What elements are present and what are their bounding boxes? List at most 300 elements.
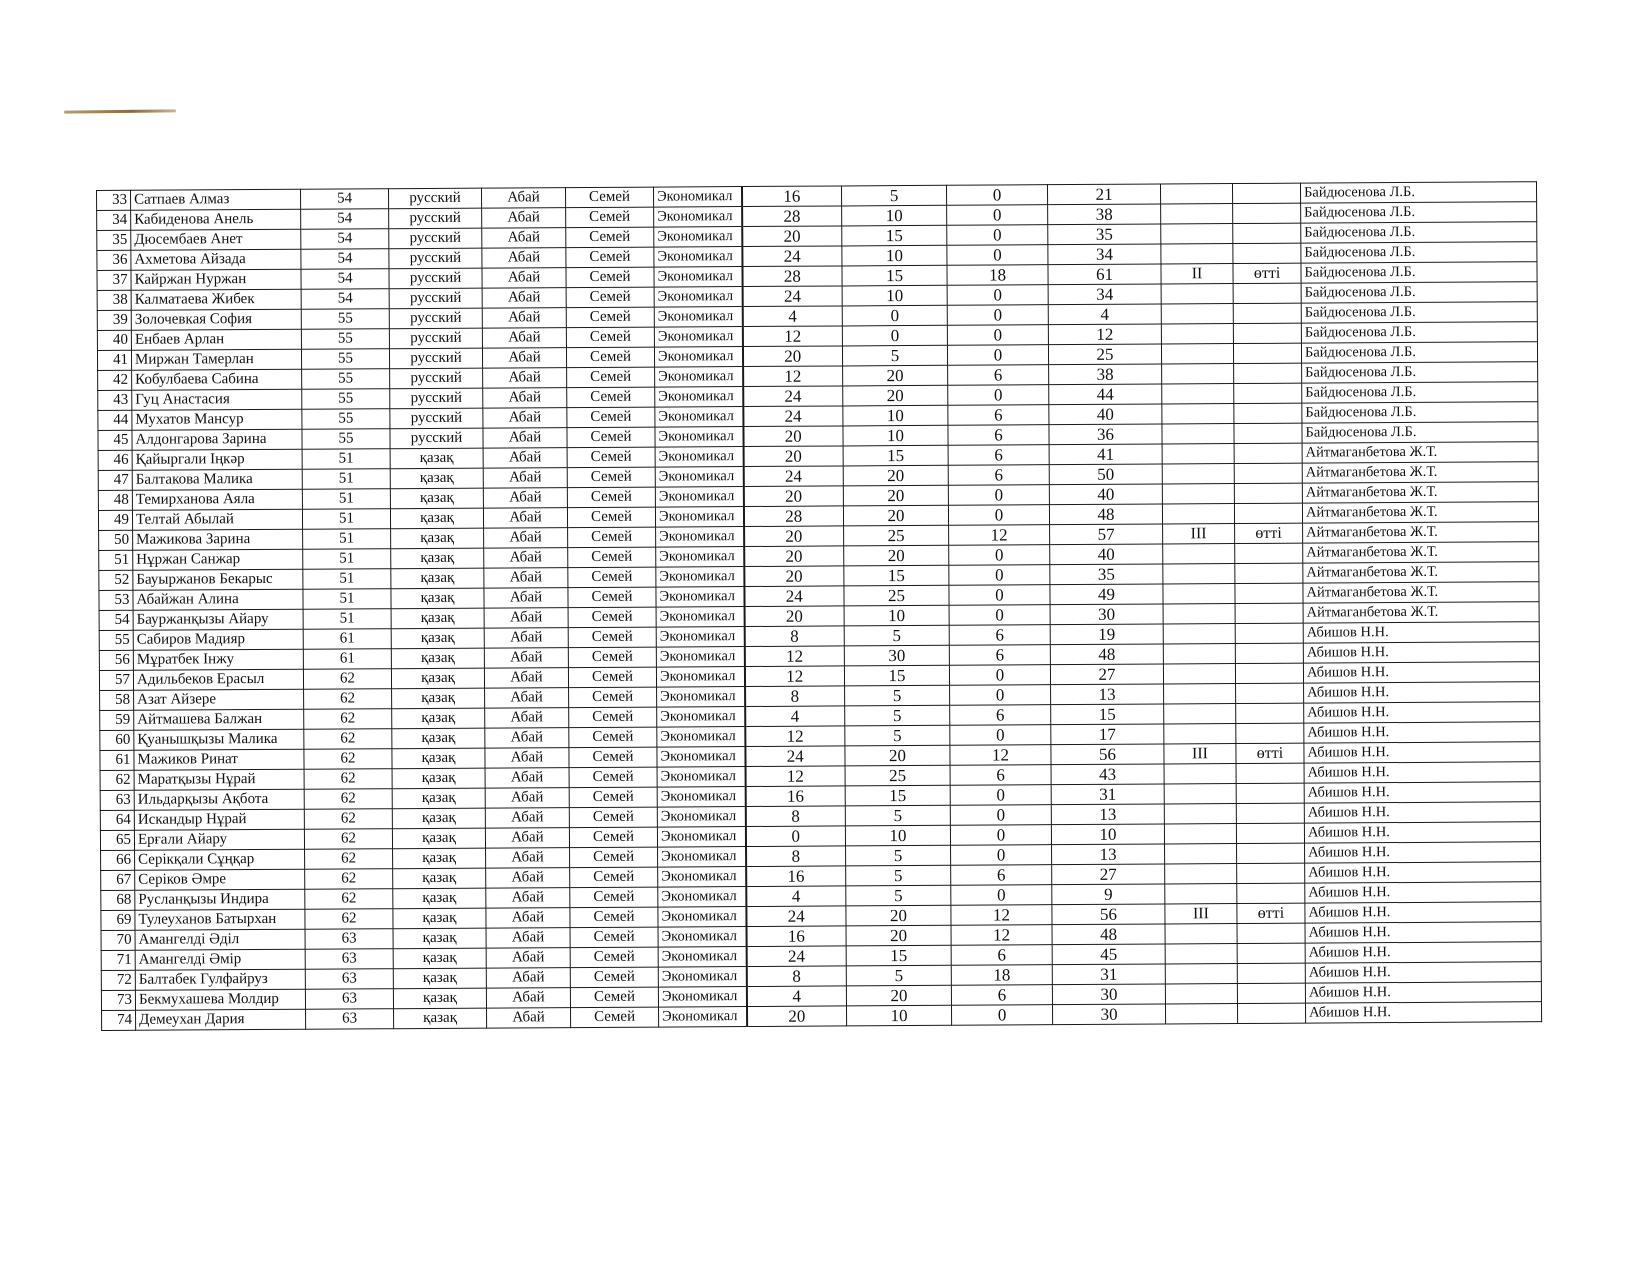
language-cell: қазақ <box>393 848 486 869</box>
teacher-cell: Абишов Н.Н. <box>1303 662 1539 683</box>
score-2-cell: 20 <box>846 925 951 946</box>
total-score-cell: 44 <box>1049 384 1162 405</box>
result-cell <box>1237 863 1305 883</box>
region-cell: Абай <box>483 368 567 389</box>
city-cell: Семей <box>568 647 656 668</box>
city-cell: Семей <box>571 1007 659 1028</box>
language-cell: қазақ <box>393 988 486 1009</box>
city-cell: Семей <box>570 867 658 888</box>
result-cell <box>1235 643 1303 663</box>
score-2-cell: 20 <box>845 745 950 766</box>
subject-cell: Экономикал <box>658 907 746 928</box>
student-name: Амангелді Әмір <box>135 949 305 970</box>
region-cell: Абай <box>482 228 566 249</box>
results-table-body <box>97 182 1542 1031</box>
score-1-cell: 12 <box>742 326 842 347</box>
teacher-cell: Айтмаганбетова Ж.Т. <box>1302 482 1538 503</box>
student-name: Мухатов Мансур <box>132 409 302 430</box>
class-cell: 54 <box>301 249 389 270</box>
score-1-cell: 8 <box>746 966 846 987</box>
score-3-cell: 0 <box>949 665 1050 686</box>
city-cell: Семей <box>566 327 654 348</box>
region-cell: Абай <box>484 568 568 589</box>
score-1-cell: 16 <box>746 866 846 887</box>
teacher-cell: Байдюсенова Л.Б. <box>1301 342 1537 363</box>
total-score-cell: 19 <box>1050 624 1163 645</box>
region-cell: Абай <box>484 648 568 669</box>
place-cell <box>1162 404 1234 424</box>
result-cell <box>1234 363 1302 383</box>
score-1-cell: 24 <box>743 386 843 407</box>
language-cell: русский <box>390 368 483 389</box>
subject-cell: Экономикал <box>658 927 746 948</box>
subject-cell: Экономикал <box>656 567 744 588</box>
place-cell <box>1162 384 1234 404</box>
row-number: 52 <box>99 570 133 590</box>
class-cell: 63 <box>305 969 393 990</box>
language-cell: қазақ <box>391 528 484 549</box>
row-number: 55 <box>99 630 133 650</box>
student-name: Қайыргали Іңкәр <box>132 449 302 470</box>
score-3-cell: 0 <box>951 1005 1052 1026</box>
region-cell: Абай <box>486 848 570 869</box>
city-cell: Семей <box>570 947 658 968</box>
teacher-cell: Айтмаганбетова Ж.Т. <box>1303 562 1539 583</box>
class-cell: 62 <box>304 789 392 810</box>
teacher-cell: Байдюсенова Л.Б. <box>1302 402 1538 423</box>
subject-cell: Экономикал <box>657 747 745 768</box>
total-score-cell: 40 <box>1049 484 1162 505</box>
place-cell <box>1161 224 1233 244</box>
class-cell: 51 <box>302 489 390 510</box>
student-name: Телтай Абылай <box>132 509 302 530</box>
student-name: Тулеуханов Батырхан <box>135 909 305 930</box>
row-number: 47 <box>98 470 132 490</box>
class-cell: 51 <box>302 469 390 490</box>
student-name: Азат Айзере <box>134 689 304 710</box>
city-cell: Семей <box>568 607 656 628</box>
result-cell <box>1234 423 1302 443</box>
score-2-cell: 20 <box>846 985 951 1006</box>
language-cell: русский <box>389 348 482 369</box>
row-number: 67 <box>101 870 135 890</box>
teacher-cell: Айтмаганбетова Ж.Т. <box>1302 442 1538 463</box>
teacher-cell: Айтмаганбетова Ж.Т. <box>1302 502 1538 523</box>
score-2-cell: 5 <box>845 685 950 706</box>
score-2-cell: 20 <box>844 545 949 566</box>
language-cell: қазақ <box>392 708 485 729</box>
place-cell <box>1164 724 1236 744</box>
result-cell <box>1234 483 1302 503</box>
total-score-cell: 27 <box>1050 664 1163 685</box>
region-cell: Абай <box>486 908 570 929</box>
score-2-cell: 25 <box>844 585 949 606</box>
student-name: Калматаева Жибек <box>131 289 301 310</box>
teacher-cell: Байдюсенова Л.Б. <box>1302 422 1538 443</box>
subject-cell: Экономикал <box>655 487 743 508</box>
score-3-cell: 12 <box>950 745 1051 766</box>
result-cell <box>1235 663 1303 683</box>
region-cell: Абай <box>484 668 568 689</box>
score-3-cell: 0 <box>947 305 1048 326</box>
student-name: Искандыр Нұрай <box>134 809 304 830</box>
result-cell <box>1236 823 1304 843</box>
language-cell: қазақ <box>391 548 484 569</box>
score-3-cell: 6 <box>949 645 1050 666</box>
score-1-cell: 20 <box>747 1006 847 1027</box>
row-number: 72 <box>101 970 135 990</box>
teacher-cell: Абишов Н.Н. <box>1304 742 1540 763</box>
total-score-cell: 10 <box>1051 824 1164 845</box>
region-cell: Абай <box>486 948 570 969</box>
subject-cell: Экономикал <box>658 947 746 968</box>
class-cell: 63 <box>305 989 393 1010</box>
score-3-cell: 0 <box>947 205 1048 226</box>
class-cell: 55 <box>302 369 390 390</box>
place-cell <box>1164 764 1236 784</box>
score-1-cell: 20 <box>743 446 843 467</box>
region-cell: Абай <box>485 788 569 809</box>
score-3-cell: 0 <box>947 345 1048 366</box>
score-2-cell: 25 <box>844 525 949 546</box>
result-cell <box>1236 703 1304 723</box>
language-cell: қазақ <box>391 588 484 609</box>
city-cell: Семей <box>570 847 658 868</box>
score-2-cell: 0 <box>842 325 947 346</box>
place-cell <box>1161 304 1233 324</box>
subject-cell: Экономикал <box>658 887 746 908</box>
score-3-cell: 0 <box>950 725 1051 746</box>
score-3-cell: 0 <box>951 885 1052 906</box>
row-number: 66 <box>101 850 135 870</box>
row-number: 36 <box>97 250 131 270</box>
row-number: 53 <box>99 590 133 610</box>
language-cell: қазақ <box>393 888 486 909</box>
result-cell <box>1234 403 1302 423</box>
student-name: Ерғали Айару <box>134 829 304 850</box>
score-2-cell: 5 <box>845 805 950 826</box>
row-number: 59 <box>100 710 134 730</box>
subject-cell: Экономикал <box>656 547 744 568</box>
student-name: Дюсембаев Анет <box>131 229 301 250</box>
total-score-cell: 40 <box>1049 404 1162 425</box>
region-cell: Абай <box>483 468 567 489</box>
place-cell: III <box>1163 524 1235 544</box>
place-cell <box>1162 364 1234 384</box>
place-cell: II <box>1161 264 1233 284</box>
language-cell: қазақ <box>390 488 483 509</box>
city-cell: Семей <box>567 367 655 388</box>
subject-cell: Экономикал <box>657 807 745 828</box>
total-score-cell: 48 <box>1052 924 1165 945</box>
score-1-cell: 8 <box>745 686 845 707</box>
total-score-cell: 31 <box>1051 784 1164 805</box>
city-cell: Семей <box>569 827 657 848</box>
total-score-cell: 43 <box>1051 764 1164 785</box>
language-cell: қазақ <box>390 468 483 489</box>
student-name: Ахметова Айзада <box>131 249 301 270</box>
row-number: 70 <box>101 930 135 950</box>
score-1-cell: 16 <box>746 926 846 947</box>
score-1-cell: 12 <box>744 646 844 667</box>
results-sheet <box>96 181 1541 1031</box>
language-cell: қазақ <box>390 508 483 529</box>
city-cell: Семей <box>568 547 656 568</box>
score-2-cell: 25 <box>845 765 950 786</box>
total-score-cell: 50 <box>1049 464 1162 485</box>
class-cell: 54 <box>301 269 389 290</box>
city-cell: Семей <box>570 967 658 988</box>
teacher-cell: Айтмаганбетова Ж.Т. <box>1303 522 1539 543</box>
teacher-cell: Абишов Н.Н. <box>1304 782 1540 803</box>
row-number: 42 <box>98 370 132 390</box>
score-2-cell: 15 <box>842 225 947 246</box>
student-name: Нұржан Санжар <box>133 549 303 570</box>
subject-cell: Экономикал <box>657 787 745 808</box>
region-cell: Абай <box>481 188 565 209</box>
student-name: Енбаев Арлан <box>131 329 301 350</box>
row-number: 38 <box>97 290 131 310</box>
region-cell: Абай <box>483 448 567 469</box>
result-cell <box>1234 463 1302 483</box>
subject-cell: Экономикал <box>655 407 743 428</box>
score-2-cell: 10 <box>842 285 947 306</box>
score-2-cell: 5 <box>846 845 951 866</box>
teacher-cell: Байдюсенова Л.Б. <box>1301 242 1537 263</box>
row-number: 41 <box>97 350 131 370</box>
class-cell: 61 <box>303 649 391 670</box>
score-2-cell: 10 <box>843 405 948 426</box>
row-number: 64 <box>100 810 134 830</box>
score-3-cell: 0 <box>949 545 1050 566</box>
region-cell: Абай <box>485 688 569 709</box>
region-cell: Абай <box>482 348 566 369</box>
score-2-cell: 5 <box>841 185 946 206</box>
total-score-cell: 38 <box>1048 204 1161 225</box>
student-name: Темирханова Аяла <box>132 489 302 510</box>
total-score-cell: 30 <box>1050 604 1163 625</box>
row-number: 58 <box>100 690 134 710</box>
score-3-cell: 12 <box>951 925 1052 946</box>
city-cell: Семей <box>567 427 655 448</box>
row-number: 46 <box>98 450 132 470</box>
language-cell: қазақ <box>392 688 485 709</box>
city-cell: Семей <box>570 987 658 1008</box>
class-cell: 55 <box>301 309 389 330</box>
result-cell: өтті <box>1233 263 1301 283</box>
language-cell: қазақ <box>391 628 484 649</box>
class-cell: 62 <box>304 829 392 850</box>
class-cell: 55 <box>302 409 390 430</box>
score-3-cell: 0 <box>949 585 1050 606</box>
region-cell: Абай <box>486 868 570 889</box>
result-cell <box>1235 603 1303 623</box>
subject-cell: Экономикал <box>656 627 744 648</box>
place-cell <box>1164 824 1236 844</box>
student-name: Сабиров Мадияр <box>133 629 303 650</box>
score-2-cell: 20 <box>843 465 948 486</box>
score-3-cell: 0 <box>951 845 1052 866</box>
city-cell: Семей <box>565 187 653 208</box>
class-cell: 51 <box>303 609 391 630</box>
scan-artifact-mark <box>64 109 176 113</box>
subject-cell: Экономикал <box>654 207 742 228</box>
class-cell: 63 <box>305 929 393 950</box>
city-cell: Семей <box>568 667 656 688</box>
row-number: 50 <box>99 530 133 550</box>
score-2-cell: 5 <box>845 725 950 746</box>
score-1-cell: 16 <box>745 786 845 807</box>
row-number: 56 <box>99 650 133 670</box>
score-1-cell: 28 <box>743 506 843 527</box>
class-cell: 54 <box>301 209 389 230</box>
region-cell: Абай <box>482 308 566 329</box>
total-score-cell: 31 <box>1052 964 1165 985</box>
place-cell <box>1163 584 1235 604</box>
subject-cell: Экономикал <box>654 327 742 348</box>
score-2-cell: 10 <box>842 205 947 226</box>
teacher-cell: Байдюсенова Л.Б. <box>1302 382 1538 403</box>
total-score-cell: 35 <box>1050 564 1163 585</box>
city-cell: Семей <box>567 467 655 488</box>
teacher-cell: Абишов Н.Н. <box>1304 682 1540 703</box>
row-number: 43 <box>98 390 132 410</box>
student-name: Сатпаев Алмаз <box>131 189 301 210</box>
result-cell <box>1237 923 1305 943</box>
score-1-cell: 8 <box>745 806 845 827</box>
row-number: 34 <box>97 210 131 230</box>
student-name: Серіков Әмре <box>135 869 305 890</box>
place-cell <box>1163 644 1235 664</box>
score-3-cell: 6 <box>951 865 1052 886</box>
city-cell: Семей <box>569 747 657 768</box>
student-name: Алдонгарова Зарина <box>132 429 302 450</box>
class-cell: 55 <box>301 349 389 370</box>
teacher-cell: Абишов Н.Н. <box>1305 902 1541 923</box>
score-1-cell: 16 <box>741 186 841 207</box>
score-1-cell: 28 <box>742 206 842 227</box>
class-cell: 62 <box>303 669 391 690</box>
language-cell: русский <box>390 428 483 449</box>
row-number: 33 <box>97 190 131 210</box>
student-name: Бекмухашева Молдир <box>135 989 305 1010</box>
subject-cell: Экономикал <box>655 467 743 488</box>
place-cell: III <box>1165 904 1237 924</box>
class-cell: 55 <box>302 389 390 410</box>
result-cell <box>1236 683 1304 703</box>
language-cell: русский <box>390 408 483 429</box>
class-cell: 63 <box>306 1009 394 1030</box>
total-score-cell: 36 <box>1049 424 1162 445</box>
score-2-cell: 20 <box>843 385 948 406</box>
place-cell <box>1164 804 1236 824</box>
subject-cell: Экономикал <box>657 767 745 788</box>
total-score-cell: 27 <box>1052 864 1165 885</box>
place-cell <box>1161 344 1233 364</box>
score-1-cell: 24 <box>746 906 846 927</box>
total-score-cell: 49 <box>1050 584 1163 605</box>
student-name: Ильдарқызы Ақбота <box>134 789 304 810</box>
place-cell <box>1163 624 1235 644</box>
student-name: Кабиденова Анель <box>131 209 301 230</box>
region-cell: Абай <box>483 408 567 429</box>
student-name: Мұратбек Інжу <box>133 649 303 670</box>
teacher-cell: Абишов Н.Н. <box>1305 882 1541 903</box>
score-1-cell: 20 <box>744 566 844 587</box>
place-cell <box>1161 284 1233 304</box>
teacher-cell: Байдюсенова Л.Б. <box>1301 322 1537 343</box>
class-cell: 62 <box>305 889 393 910</box>
region-cell: Абай <box>482 208 566 229</box>
language-cell: қазақ <box>393 928 486 949</box>
region-cell: Абай <box>482 268 566 289</box>
region-cell: Абай <box>483 428 567 449</box>
row-number: 35 <box>97 230 131 250</box>
total-score-cell: 30 <box>1052 1004 1165 1025</box>
score-2-cell: 5 <box>846 885 951 906</box>
total-score-cell: 45 <box>1052 944 1165 965</box>
city-cell: Семей <box>569 767 657 788</box>
class-cell: 51 <box>303 569 391 590</box>
result-cell <box>1236 803 1304 823</box>
region-cell: Абай <box>482 328 566 349</box>
score-1-cell: 12 <box>745 726 845 747</box>
subject-cell: Экономикал <box>656 667 744 688</box>
result-cell <box>1237 943 1305 963</box>
score-1-cell: 20 <box>744 606 844 627</box>
subject-cell: Экономикал <box>656 607 744 628</box>
region-cell: Абай <box>485 748 569 769</box>
score-3-cell: 0 <box>949 565 1050 586</box>
region-cell: Абай <box>486 988 570 1009</box>
region-cell: Абай <box>486 928 570 949</box>
teacher-cell: Байдюсенова Л.Б. <box>1301 282 1537 303</box>
student-name: Айтмашева Балжан <box>134 709 304 730</box>
teacher-cell: Байдюсенова Л.Б. <box>1302 362 1538 383</box>
teacher-cell: Абишов Н.Н. <box>1305 842 1541 863</box>
teacher-cell: Абишов Н.Н. <box>1304 802 1540 823</box>
score-1-cell: 0 <box>745 826 845 847</box>
row-number: 49 <box>98 510 132 530</box>
region-cell: Абай <box>483 508 567 529</box>
score-2-cell: 20 <box>843 365 948 386</box>
place-cell <box>1160 184 1232 204</box>
teacher-cell: Абишов Н.Н. <box>1303 622 1539 643</box>
city-cell: Семей <box>567 447 655 468</box>
total-score-cell: 61 <box>1048 264 1161 285</box>
score-1-cell: 24 <box>745 746 845 767</box>
row-number: 65 <box>100 830 134 850</box>
score-1-cell: 24 <box>743 466 843 487</box>
language-cell: қазақ <box>391 668 484 689</box>
score-2-cell: 5 <box>842 345 947 366</box>
subject-cell: Экономикал <box>654 267 742 288</box>
score-1-cell: 4 <box>746 986 846 1007</box>
region-cell: Абай <box>485 708 569 729</box>
score-3-cell: 6 <box>951 985 1052 1006</box>
place-cell <box>1165 884 1237 904</box>
result-cell <box>1235 623 1303 643</box>
city-cell: Семей <box>567 387 655 408</box>
language-cell: русский <box>389 228 482 249</box>
region-cell: Абай <box>484 628 568 649</box>
student-name: Гуц Анастасия <box>132 389 302 410</box>
region-cell: Абай <box>483 488 567 509</box>
place-cell: III <box>1164 744 1236 764</box>
score-2-cell: 10 <box>846 1005 951 1026</box>
subject-cell: Экономикал <box>657 707 745 728</box>
score-1-cell: 12 <box>745 766 845 787</box>
